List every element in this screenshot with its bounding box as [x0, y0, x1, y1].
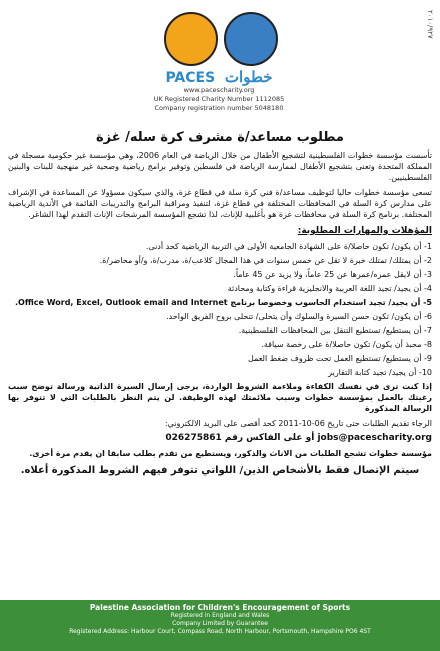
charity-number: UK Registered Charity Number 1112085	[153, 95, 285, 103]
brand-row	[144, 68, 294, 86]
deadline-paragraph: الرجاء تقديم الطلبات حتى تاريخ 06-10-2011 كحد أقصى على البريد الالكتروني:	[164, 419, 432, 428]
intro-paragraph-2: تسعى مؤسسة خطوات حاليا لتوظيف مساعد/ة فني كرة سلة في قطاع غزة، والذي سيكون مسؤولا عن المساعدة في الإشراف على مدارس كرة السلة في المحافظات المختلفة في قطاع غزة، لتنفيذ ومراقبة البرامج والتدريبات القائمة في الأندية الرياضية المختلفة. برنامج كرة السلة في محافظات غزة هو بأغلبية للإناث، لذا تشجع المؤسسة المرشحات الإناث التقدم لهذا الشاغر.	[8, 188, 432, 219]
footer-registered: Registered in England and Wales	[170, 612, 270, 619]
apply-paragraph: إذا كنت ترى في نفسك الكفاءة وملاءمة الشروط الواردة، يرجى إرسال السيرة الذاتية ورسالة توضح سبب رغبتك بالعمل بمؤسسة خطوات وسبب ملائمتك لهذه الوظيفة. لن يتم النظر بالطلبات التي لا تتوفر بها الرسالة المذكورة	[8, 382, 432, 413]
job-title: مطلوب مساعد/ة مشرف كرة سله/ غزة	[96, 130, 344, 145]
brand-name-ar: خطوات	[224, 68, 273, 86]
footer-banner	[0, 600, 440, 651]
requirement-item: 6- أن يكون/ تكون حسن السيرة والسلوك وأن يتحلى/ تتحلى بروح الفريق الواحد.	[166, 312, 432, 321]
footer-company: Company Limited by Guarantee	[172, 620, 268, 627]
final-note: سيتم الإتصال فقط بالأشخاص الذين/ اللواتي تتوفر فيهم الشروط المذكورة أعلاه.	[20, 465, 420, 476]
requirements-list	[8, 241, 432, 378]
website: www.pacescharity.org	[183, 86, 255, 94]
company-number: Company registration number 5048180	[154, 104, 284, 112]
football-icon	[224, 12, 278, 66]
equal-opportunity-text: مؤسسة خطوات تشجع الطلبات من الاناث والذكور، ويستطيع من تقدم بطلب سابقا ان يقدم مرة أخرى.	[29, 449, 432, 458]
requirement-item: 5- أن يجيد/ تجيد استخدام الحاسوب وخصوصا برنامج Office Word, Excel, Outlook email and Internet.	[15, 298, 432, 307]
requirement-item: 8- محبذ أن يكون/ تكون حاصلا/ة على رخصة سياقة.	[261, 340, 432, 349]
requirement-item: 7- أن يستطيع/ تستطيع التنقل بين المحافظات الفلسطينية.	[238, 326, 432, 335]
requirement-item: 2- أن يمتلك/ تمتلك خبرة لا تقل عن خمس سنوات في هذا المجال كلاعب/ة، مدرب/ة، و/أو محاضر/ة.	[99, 256, 432, 265]
requirements-heading: المؤهلات والمهارات المطلوبة:	[297, 226, 432, 236]
requirement-item: 4- أن يجيد/ تجيد اللغة العربية والانجليزية قراءة وكتابة ومحادثة	[227, 284, 432, 293]
requirement-item: 3- أن لايقل عمره/عمرها عن 25 عاماً، ولا يزيد عن 45 عاماً.	[233, 270, 432, 279]
requirement-item: 9- أن يستطيع/ تستطيع العمل تحت ظروف ضغط العمل	[248, 354, 432, 363]
basketball-icon	[164, 12, 218, 66]
paces-logo	[144, 8, 294, 120]
document-body	[8, 150, 432, 476]
brand-name-en: PACES	[165, 70, 216, 86]
contact-line: jobs@pacescharity.org أو على الفاكس رقم 026275861	[165, 433, 432, 443]
footer-address: Registered Address: Harbour Court, Compass Road, North Harbour, Portsmouth, Hampshire PO6 4ST	[69, 628, 371, 635]
requirement-item: 10- أن يجيد/ تجيد كتابة التقارير	[328, 368, 432, 377]
logo-balls	[144, 8, 294, 64]
reference-number: ٢٠١٠/٩٢٧	[426, 10, 434, 39]
footer-org-name: Palestine Association for Children's Encouragement of Sports	[89, 603, 351, 612]
intro-paragraph-1: تأسست مؤسسة خطوات الفلسطينية لتشجيع الأطفال من خلال الرياضة في العام 2006، وهي مؤسسة غير حكومية مسجلة في المملكة المتحدة وتعنى بتشجيع الأطفال لممارسة الرياضة في فلسطين وتوفير برامج رياضية وصحية غير منهجية للبنات والبنين الفلسطينيين.	[8, 151, 432, 182]
requirement-item: 1- أن يكون/ تكون حاصلا/ة على الشهادة الجامعية الأولى في التربية الرياضية كحد أدنى.	[145, 242, 432, 251]
